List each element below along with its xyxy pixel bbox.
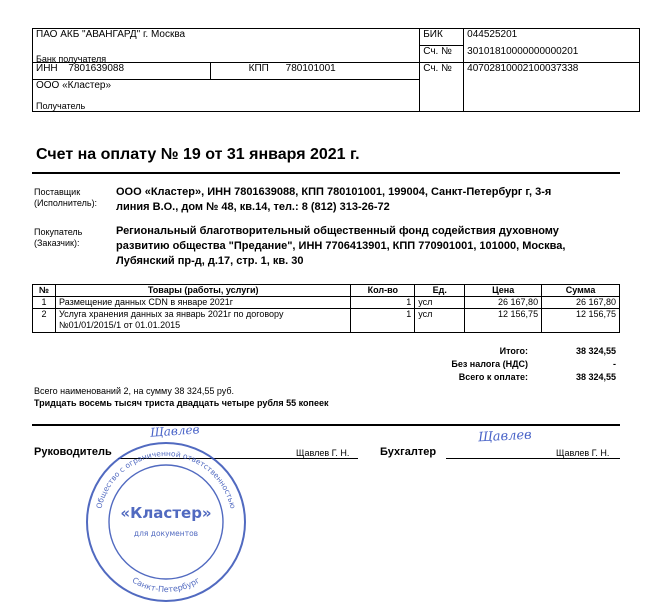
col-qty: Кол-во <box>351 285 415 297</box>
total-label: Итого: <box>499 346 528 356</box>
bank-name: ПАО АКБ "АВАНГАРД" г. Москва <box>36 29 186 40</box>
row-qty: 1 <box>351 309 415 333</box>
title-divider <box>32 172 620 174</box>
stamp-inner-ring <box>109 465 223 579</box>
row-price: 26 167,80 <box>465 297 542 309</box>
row-sum: 12 156,75 <box>542 309 620 333</box>
col-num: № <box>33 285 56 297</box>
stamp-sub: для документов <box>133 529 199 538</box>
bank-details-table <box>32 28 640 112</box>
summary-divider <box>32 424 620 426</box>
row-name <box>55 309 350 333</box>
table-row <box>33 297 620 309</box>
director-label: Руководитель <box>34 446 112 458</box>
supplier-text-2: линия В.О., дом № 48, кв.14, тел.: 8 (812) 313-26-72 <box>116 201 390 213</box>
bik-value: 044525201 <box>464 29 640 46</box>
stamp-center: «Кластер» <box>120 504 212 522</box>
acc-label: Сч. № <box>420 63 464 112</box>
col-name: Товары (работы, услуги) <box>55 285 350 297</box>
row-name-line-2: №01/01/2015/1 от 01.01.2015 <box>58 320 181 330</box>
vat-label: Без налога (НДС) <box>451 359 528 369</box>
supplier-text-1: ООО «Кластер», ИНН 7801639088, КПП 780101001, 199004, Санкт-Петербург г, 3-я <box>116 186 552 198</box>
col-price: Цена <box>465 285 542 297</box>
director-name: Щавлев Г. Н. <box>296 448 350 458</box>
kpp-value: 780101001 <box>285 63 336 74</box>
bik-label: БИК <box>420 29 464 46</box>
recipient-name: ООО «Кластер» <box>36 80 112 91</box>
col-sum: Сумма <box>542 285 620 297</box>
table-row <box>33 309 620 333</box>
supplier-label <box>34 187 97 209</box>
bank-cell <box>33 29 420 63</box>
recipient-cell <box>33 80 420 112</box>
row-sum: 26 167,80 <box>542 297 620 309</box>
inn-cell <box>33 63 211 80</box>
buyer-text-1: Региональный благотворительный общественный фонд содействия духовному <box>116 225 559 237</box>
bank-label: Банк получателя <box>36 54 107 64</box>
inn-value: 7801639088 <box>68 63 125 74</box>
buyer-label <box>34 227 82 249</box>
total-value: 38 324,55 <box>575 346 616 356</box>
items-table <box>32 284 620 333</box>
supplier-text <box>116 185 551 215</box>
inn-label: ИНН <box>36 63 58 74</box>
accountant-sign-line <box>446 458 620 459</box>
row-price: 12 156,75 <box>465 309 542 333</box>
supplier-label-2: (Исполнитель): <box>34 198 98 208</box>
row-qty: 1 <box>351 297 415 309</box>
kpp-label: КПП <box>248 63 269 74</box>
row-num: 1 <box>33 297 56 309</box>
invoice-title: Счет на оплату № 19 от 31 января 2021 г. <box>36 146 360 163</box>
recipient-account: 40702810002100037338 <box>464 63 640 112</box>
company-stamp <box>84 440 248 604</box>
due-value: 38 324,55 <box>575 372 616 382</box>
buyer-text <box>116 224 565 269</box>
buyer-text-3: Лубянский пр-д, д.17, стр. 1, кв. 30 <box>116 255 304 267</box>
buyer-label-1: Покупатель <box>34 227 83 237</box>
summary-count: Всего наименований 2, на сумму 38 324,55 руб. <box>34 386 235 396</box>
stamp-ring-top: Общество с ограниченной ответственностью <box>94 448 238 510</box>
director-signature: Щавлев <box>149 422 200 440</box>
row-unit: усл <box>415 309 465 333</box>
accountant-label: Бухгалтер <box>380 446 437 458</box>
col-unit: Ед. <box>415 285 465 297</box>
accountant-signature: Щавлев <box>477 427 533 446</box>
row-num: 2 <box>33 309 56 333</box>
row-name: Размещение данных CDN в январе 2021г <box>55 297 350 309</box>
summary-words: Тридцать восемь тысяч триста двадцать четыре рубля 55 копеек <box>34 398 329 408</box>
table-header-row <box>33 285 620 297</box>
recipient-label: Получатель <box>36 101 86 111</box>
row-unit: усл <box>415 297 465 309</box>
stamp-outer-ring <box>87 443 245 601</box>
buyer-label-2: (Заказчик): <box>34 238 80 248</box>
accountant-name: Щавлев Г. Н. <box>556 448 610 458</box>
supplier-label-1: Поставщик <box>34 187 81 197</box>
kpp-cell <box>210 63 420 80</box>
corr-acc-value: 30101810000000000201 <box>464 46 640 63</box>
stamp-ring-bottom: Санкт-Петербург <box>130 575 202 595</box>
corr-acc-label: Сч. № <box>420 46 464 63</box>
due-label: Всего к оплате: <box>458 372 528 382</box>
vat-value: - <box>613 359 616 369</box>
row-name-line-1: Услуга хранения данных за январь 2021г по договору <box>58 309 284 319</box>
buyer-text-2: развитию общества "Предание", ИНН 7706413901, КПП 770901001, 101000, Москва, <box>116 240 566 252</box>
